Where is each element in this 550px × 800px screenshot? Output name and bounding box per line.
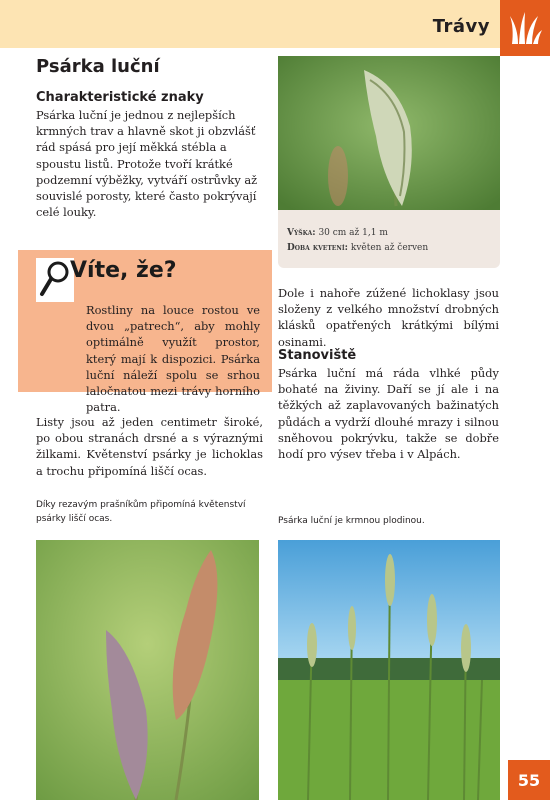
page-number: 55 — [508, 760, 550, 800]
grass-spike-photo — [278, 56, 500, 210]
info-box-title: Víte, že? — [70, 258, 177, 283]
grass-icon — [508, 10, 542, 46]
spikelet-text: Dole i nahoře zúžené lichoklasy jsou složeny z velkého množství drobných klásků opatřených krátkými bílými osinami. — [278, 286, 499, 349]
section-title: Trávy — [432, 16, 490, 37]
fox-tail-photo — [36, 540, 259, 800]
height-value: 30 cm až 1,1 m — [318, 228, 388, 238]
height-label: Výška: — [287, 228, 316, 238]
characteristics-heading: Charakteristické znaky — [36, 90, 204, 105]
characteristics-text: Psárka luční je jednou z nejlepších krmných trav a hlavně skot ji obzvlášť rád spásá pro její měkká stébla a spoustu listů. Protože tvoří krátké podzemní výběžky, vytváří ostrůvky až souvislé porosty, které často pokrývají celé louky. — [36, 108, 258, 220]
meadow-photo — [278, 540, 500, 800]
bloom-value: květen až červen — [350, 243, 429, 253]
page-title: Psárka luční — [36, 56, 160, 77]
photo-card — [278, 56, 500, 268]
info-box-text: Rostliny na louce rostou ve dvou „patrech“, aby mohly optimálně využít prostor, který mají k dispozici. Psárka luční náleží spolu se srhou laločnatou mezi trávy horního patra. — [86, 303, 260, 415]
habitat-heading: Stanoviště — [278, 348, 357, 363]
caption-left: Díky rezavým prašníkům připomíná květenství psárky liščí ocas. — [36, 500, 246, 524]
leaves-text: Listy jsou až jeden centimetr široké, po obou stranách drsné a s výraznými žilkami. Květenství psárky je lichoklas a trochu připomíná liščí ocas. — [36, 415, 263, 478]
magnifier-icon — [36, 258, 74, 302]
bloom-label: Doba kvetení: — [287, 243, 348, 253]
caption-right: Psárka luční je krmnou plodinou. — [278, 516, 425, 526]
habitat-section — [278, 348, 499, 462]
characteristics-section — [36, 90, 263, 220]
magnifier-icon-frame — [36, 258, 74, 302]
section-badge — [500, 0, 550, 56]
plant-facts — [287, 226, 428, 256]
habitat-text: Psárka luční má ráda vlhké půdy bohaté na živiny. Daří se jí ale i na těžkých až zaplavovaných bažinatých půdách a vydrží dlouhé mrazy i silnou sněhovou pokrývku, takže se dobře hodí pro výsev třeba i v Alpách. — [278, 366, 499, 462]
